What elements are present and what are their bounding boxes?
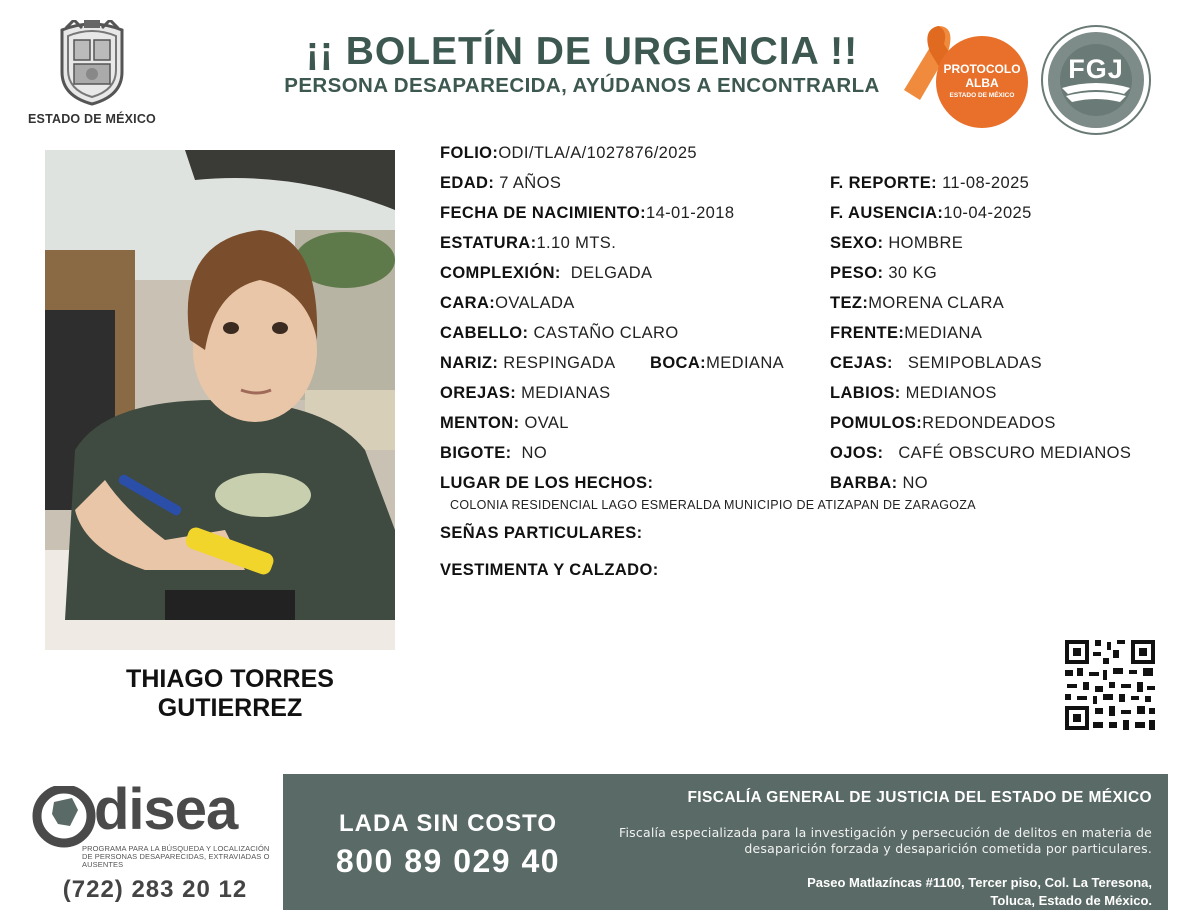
field-label: SEÑAS PARTICULARES: (440, 524, 643, 542)
field-value: CAFÉ OBSCURO MEDIANOS (898, 444, 1132, 462)
field-senas (440, 524, 643, 546)
state-label: ESTADO DE MÉXICO (28, 112, 156, 126)
field-label: LUGAR DE LOS HECHOS: (440, 474, 654, 492)
field-peso (830, 264, 937, 286)
field-value: SEMIPOBLADAS (907, 354, 1042, 372)
estado-de-mexico-logo (28, 20, 156, 130)
field-value: 10-04-2025 (943, 204, 1032, 222)
field-lugar-label (440, 474, 653, 496)
field-labios (830, 384, 997, 406)
fgj-description: Fiscalía especializada para la investigación y persecución de delitos en materia de desaparición forzada y desaparición cometida por particulares. (619, 825, 1152, 856)
field-label: FOLIO: (440, 144, 499, 162)
field-edad (440, 174, 561, 196)
missing-person-photo (45, 150, 395, 650)
field-cabello (440, 324, 679, 346)
field-label: BIGOTE: (440, 444, 512, 462)
field-label: CARA: (440, 294, 496, 312)
toll-free-number[interactable]: 800 89 029 40 (335, 843, 561, 879)
field-label: ESTATURA: (440, 234, 537, 252)
field-cejas (830, 354, 1042, 376)
alba-line1: PROTOCOLO (943, 62, 1021, 76)
field-label: F. AUSENCIA: (830, 204, 944, 222)
missing-person-name (60, 665, 400, 723)
alba-line3: ESTADO DE MÉXICO (949, 92, 1015, 99)
field-value: DELGADA (570, 264, 653, 282)
fgj-logo (1040, 24, 1152, 136)
field-vestimenta (440, 561, 659, 583)
odisea-wordmark: disea (94, 777, 238, 842)
field-value: OVALADA (495, 294, 575, 312)
field-label: EDAD: (440, 174, 495, 192)
field-label: COMPLEXIÓN: (440, 264, 561, 282)
field-label: SEXO: (830, 234, 884, 252)
field-value: NO (902, 474, 929, 492)
field-value: ODI/TLA/A/1027876/2025 (498, 144, 697, 162)
address-line-2: Toluca, Estado de México. (990, 893, 1152, 908)
field-sexo (830, 234, 963, 256)
field-label: OREJAS: (440, 384, 517, 402)
bulletin-subtitle: PERSONA DESAPARECIDA, AYÚDANOS A ENCONTRARLA (284, 74, 880, 97)
field-label: CABELLO: (440, 324, 529, 342)
field-label: BARBA: (830, 474, 898, 492)
field-label: OJOS: (830, 444, 884, 462)
field-cara (440, 294, 575, 316)
address-line-1: Paseo Matlazíncas #1100, Tercer piso, Col. La Teresona, (807, 875, 1152, 890)
field-folio (440, 144, 697, 166)
field-value: HOMBRE (888, 234, 964, 252)
field-value: OVAL (524, 414, 569, 432)
field-value: 7 AÑOS (499, 174, 562, 192)
fgj-logo-text: FGJ (1068, 54, 1124, 84)
field-label: MENTON: (440, 414, 520, 432)
odisea-phone[interactable]: (722) 283 20 12 (62, 876, 248, 903)
field-label: POMULOS: (830, 414, 923, 432)
field-fecha-reporte (830, 174, 1029, 196)
name-line-2: GUTIERREZ (157, 694, 303, 722)
odisea-description: PROGRAMA PARA LA BÚSQUEDA Y LOCALIZACIÓN DE PERSONAS DESAPARECIDAS, EXTRAVIADAS O AUSENTES (82, 844, 270, 869)
field-label: BOCA: (650, 354, 707, 372)
name-line-1: THIAGO TORRES (126, 665, 334, 693)
field-label: FECHA DE NACIMIENTO: (440, 204, 646, 222)
field-label: TEZ: (830, 294, 869, 312)
fgj-full-name: FISCALÍA GENERAL DE JUSTICIA DEL ESTADO DE MÉXICO (687, 789, 1152, 806)
field-complexion (440, 264, 652, 286)
field-label: FRENTE: (830, 324, 905, 342)
field-label: NARIZ: (440, 354, 499, 372)
field-value: MEDIANOS (905, 384, 997, 402)
field-barba (830, 474, 928, 496)
field-fecha-ausencia (830, 204, 1032, 226)
field-value: MEDIANA (706, 354, 785, 372)
field-value: RESPINGADA (503, 354, 616, 372)
field-pomulos (830, 414, 1056, 436)
field-value: 30 KG (888, 264, 938, 282)
field-tez (830, 294, 1004, 316)
field-frente (830, 324, 982, 346)
odisea-map-pin-icon (32, 786, 102, 850)
field-menton (440, 414, 569, 436)
field-estatura (440, 234, 616, 256)
field-value: 11-08-2025 (942, 174, 1030, 192)
field-boca (650, 354, 784, 376)
field-bigote (440, 444, 547, 466)
alba-line2: ALBA (965, 76, 999, 90)
field-value: MEDIANA (904, 324, 983, 342)
field-label: F. REPORTE: (830, 174, 938, 192)
field-value: MEDIANAS (521, 384, 611, 402)
field-nariz (440, 354, 616, 376)
field-value: REDONDEADOS (922, 414, 1056, 432)
field-label: CEJAS: (830, 354, 893, 372)
field-value: 14-01-2018 (646, 204, 735, 222)
toll-free-label: LADA SIN COSTO (338, 810, 557, 837)
field-lugar-value: COLONIA RESIDENCIAL LAGO ESMERALDA MUNICIPIO DE ATIZAPAN DE ZARAGOZA (450, 498, 976, 512)
field-value: NO (521, 444, 548, 462)
qr-code[interactable] (1063, 638, 1157, 732)
field-label: VESTIMENTA Y CALZADO: (440, 561, 659, 579)
field-value: CASTAÑO CLARO (533, 324, 679, 342)
field-orejas (440, 384, 611, 406)
qr-code-icon (1063, 638, 1157, 732)
field-label: PESO: (830, 264, 884, 282)
field-label: LABIOS: (830, 384, 901, 402)
field-fecha-nacimiento (440, 204, 734, 226)
field-value: 1.10 MTS. (536, 234, 617, 252)
field-ojos (830, 444, 1131, 466)
estado-de-mexico-coat-of-arms-icon (54, 20, 130, 106)
protocolo-alba-logo (900, 22, 1032, 134)
fgj-address (640, 874, 1152, 910)
field-value: MORENA CLARA (868, 294, 1005, 312)
bulletin-title: ¡¡ BOLETÍN DE URGENCIA !! (305, 30, 859, 73)
